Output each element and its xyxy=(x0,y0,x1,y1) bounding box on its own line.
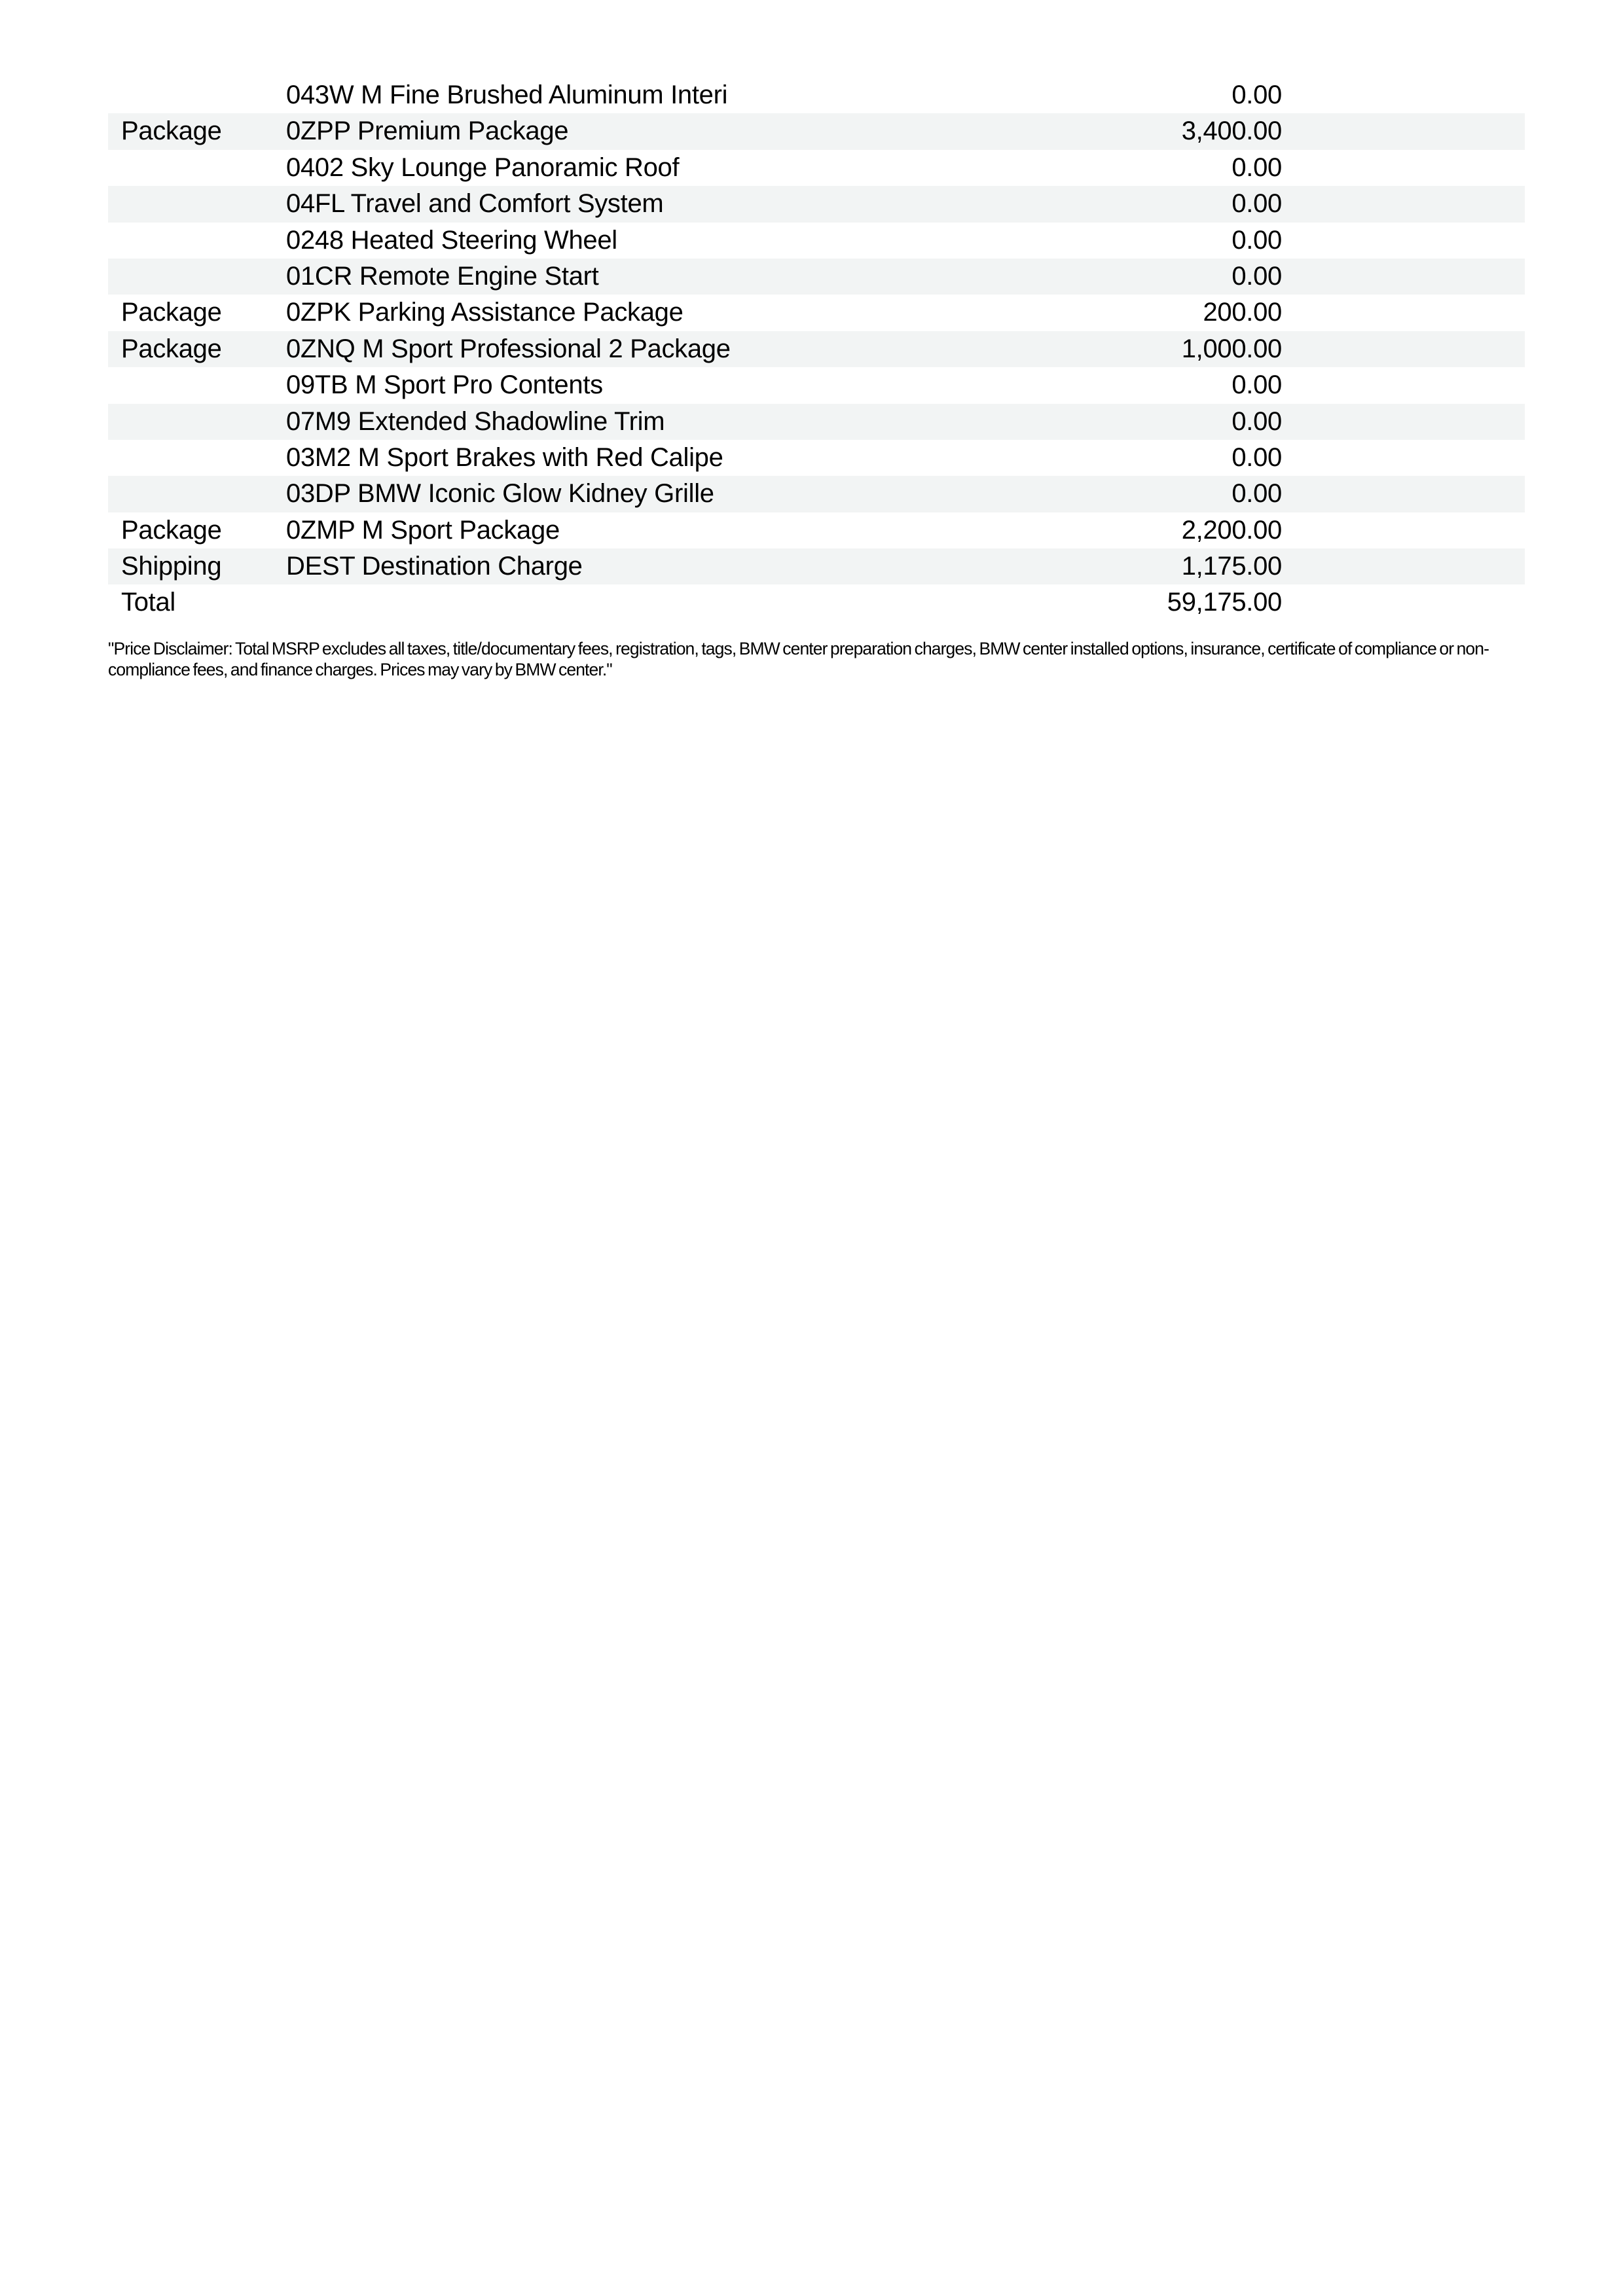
table-row xyxy=(108,404,1525,440)
table-row xyxy=(108,367,1525,403)
table-row xyxy=(108,476,1525,512)
row-price: 0.00 xyxy=(1231,152,1282,182)
row-price: 0.00 xyxy=(1231,225,1282,255)
table-row xyxy=(108,512,1525,548)
row-price: 0.00 xyxy=(1231,442,1282,472)
row-price: 0.00 xyxy=(1231,370,1282,400)
row-description: 03M2 M Sport Brakes with Red Calipe xyxy=(286,442,723,472)
row-description: 04FL Travel and Comfort System xyxy=(286,189,664,219)
row-description: 0402 Sky Lounge Panoramic Roof xyxy=(286,152,680,182)
table-row xyxy=(108,440,1525,476)
row-description: 0ZNQ M Sport Professional 2 Package xyxy=(286,334,731,363)
table-row xyxy=(108,186,1525,222)
total-label: Total xyxy=(121,588,175,617)
row-price: 2,200.00 xyxy=(1181,515,1282,545)
row-description: 043W M Fine Brushed Aluminum Interi xyxy=(286,81,728,109)
table-row xyxy=(108,77,1525,113)
total-row xyxy=(108,584,1525,620)
row-price: 3,400.00 xyxy=(1181,117,1282,146)
row-description: 0ZMP M Sport Package xyxy=(286,515,560,545)
row-description: 0248 Heated Steering Wheel xyxy=(286,225,617,255)
row-description: 03DP BMW Iconic Glow Kidney Grille xyxy=(286,479,714,509)
table-row xyxy=(108,548,1525,584)
row-category: Package xyxy=(121,515,222,545)
row-price: 0.00 xyxy=(1231,479,1282,509)
row-category: Package xyxy=(121,334,222,363)
row-description: 09TB M Sport Pro Contents xyxy=(286,370,603,400)
row-price: 1,175.00 xyxy=(1181,552,1282,581)
table-row xyxy=(108,259,1525,295)
total-price: 59,175.00 xyxy=(1167,588,1282,617)
row-description: 01CR Remote Engine Start xyxy=(286,261,599,291)
table-row xyxy=(108,113,1525,149)
row-category: Shipping xyxy=(121,552,222,581)
row-description: DEST Destination Charge xyxy=(286,552,583,581)
row-description: 0ZPK Parking Assistance Package xyxy=(286,298,684,327)
row-category: Package xyxy=(121,298,222,327)
row-price: 0.00 xyxy=(1231,406,1282,436)
row-price: 0.00 xyxy=(1231,81,1282,109)
row-price: 0.00 xyxy=(1231,189,1282,219)
table-row xyxy=(108,223,1525,259)
table-row xyxy=(108,295,1525,331)
row-description: 07M9 Extended Shadowline Trim xyxy=(286,406,665,436)
row-description: 0ZPP Premium Package xyxy=(286,117,569,146)
row-price: 0.00 xyxy=(1231,261,1282,291)
price-disclaimer: "Price Disclaimer: Total MSRP excludes all taxes, title/documentary fees, registration, tags, BMW center preparation charges, BMW center installed options, insurance, certificate of compliance or non-compliance fees, and finance charges. Prices may vary by BMW center." xyxy=(108,639,1489,679)
price-table xyxy=(108,77,1525,621)
table-row xyxy=(108,331,1525,367)
table-row xyxy=(108,150,1525,186)
row-category: Package xyxy=(121,117,222,146)
row-price: 200.00 xyxy=(1203,298,1282,327)
row-price: 1,000.00 xyxy=(1181,334,1282,363)
